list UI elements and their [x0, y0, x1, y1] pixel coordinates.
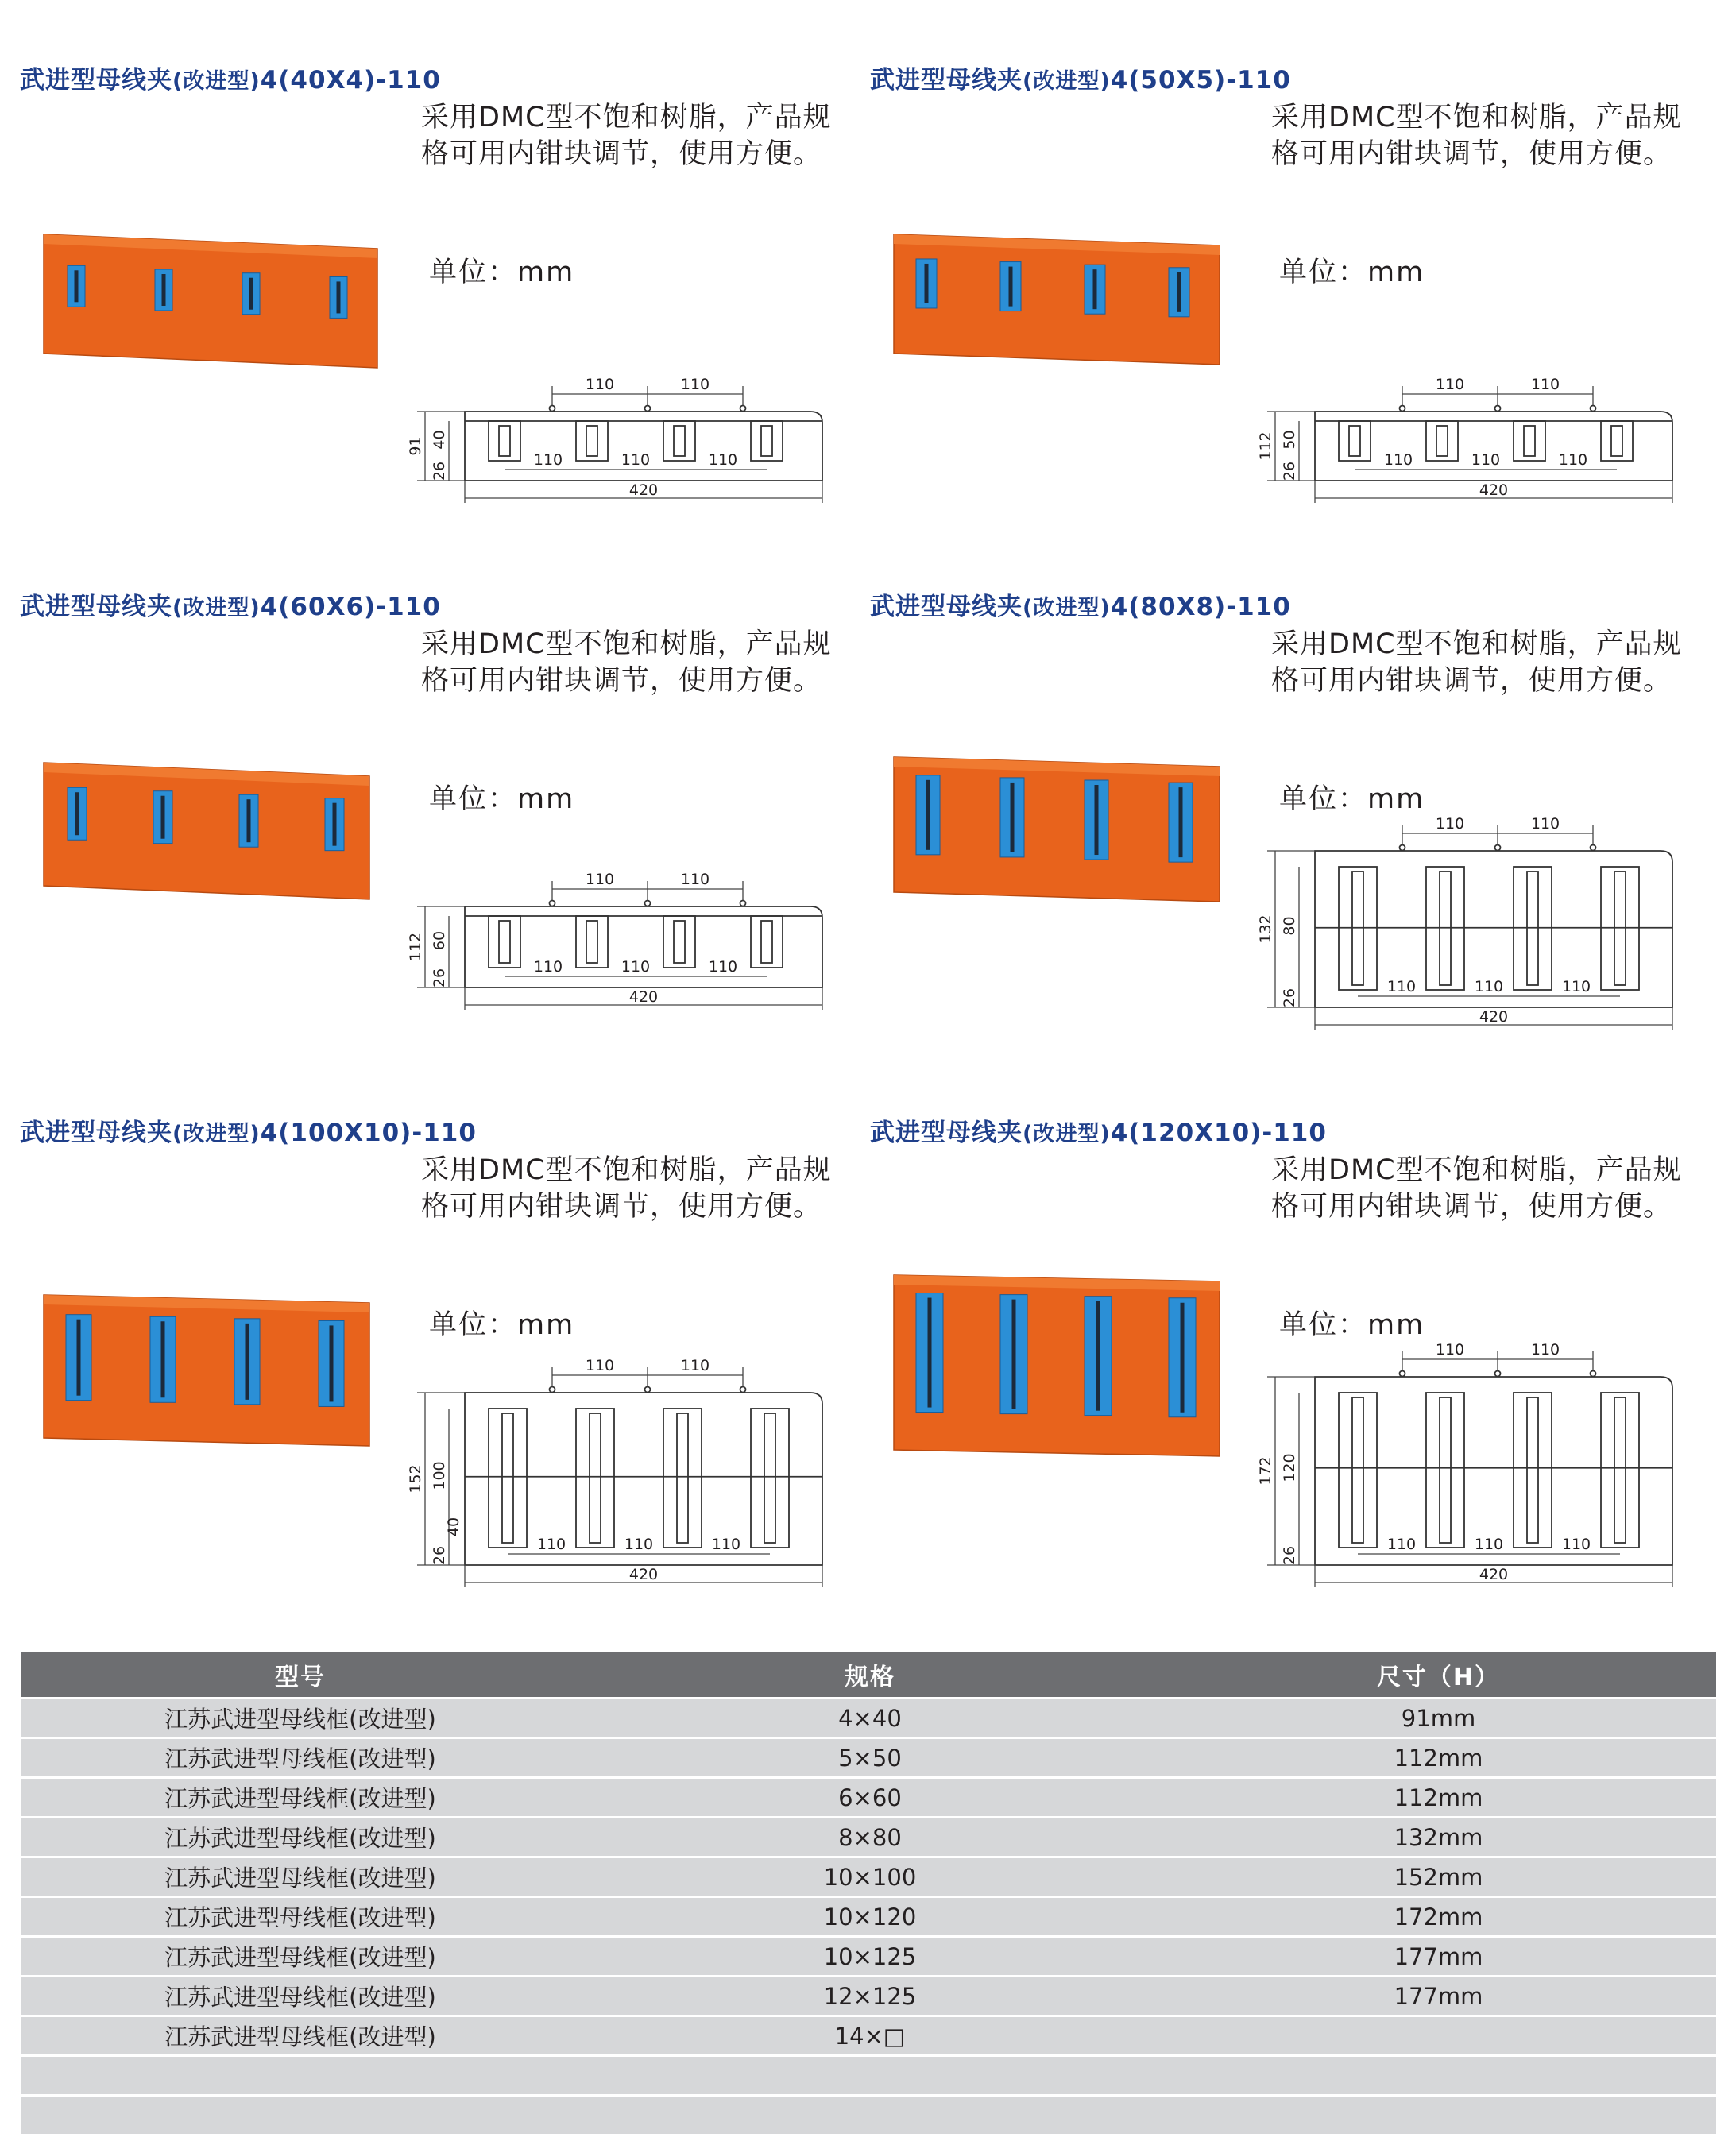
busbar-slot	[247, 799, 251, 842]
table-row	[21, 2056, 1716, 2096]
insert-outline	[663, 421, 695, 461]
pitch-label: 110	[680, 1357, 710, 1374]
slot-height-label: 40	[431, 430, 448, 450]
mounting-hole	[1495, 845, 1501, 851]
busbar-slot	[77, 1320, 81, 1396]
table-row	[21, 1897, 1716, 1937]
pitch-label: 110	[1558, 451, 1588, 469]
pitch-label: 110	[1471, 451, 1501, 469]
busbar-slot	[761, 426, 772, 456]
height-label: 112	[1257, 431, 1274, 461]
product-photo	[44, 234, 385, 379]
pitch-label: 110	[708, 451, 738, 469]
product-title: 武进型母线夹(改进型)4(100X10)-110	[20, 1119, 477, 1147]
busbar-slot	[1095, 785, 1099, 855]
cell-size: 112mm	[1161, 1778, 1716, 1818]
cell-size	[1161, 2056, 1716, 2096]
slot-height-label: 50	[1281, 430, 1298, 450]
busbar-slot	[1524, 426, 1535, 456]
cell-size	[1161, 2096, 1716, 2135]
busbar-slot	[502, 1413, 513, 1543]
slot-height-label: 120	[1281, 1453, 1298, 1482]
busbar-slot	[925, 264, 929, 303]
cell-spec	[579, 2096, 1161, 2135]
mounting-hole	[550, 406, 555, 412]
cell-model: 江苏武进型母线框(改进型)	[21, 1818, 579, 1857]
pitch-label: 110	[621, 958, 651, 976]
unit-label: 单位：mm	[1279, 257, 1425, 288]
product-description: 采用DMC型不饱和树脂，产品规 格可用内钳块调节，使用方便。	[1271, 628, 1682, 697]
cell-model	[21, 2096, 579, 2135]
cell-size: 152mm	[1161, 1857, 1716, 1897]
length-label: 420	[628, 1566, 659, 1583]
product-5	[20, 1112, 862, 1621]
busbar-slot	[75, 792, 79, 835]
product-photo	[894, 757, 1228, 913]
dimension-drawing	[407, 1357, 854, 1616]
busbar-slot	[677, 1413, 688, 1543]
cell-spec: 10×120	[579, 1897, 1161, 1937]
header-model: 型号	[21, 1652, 579, 1699]
pitch-label: 110	[533, 958, 563, 976]
unit-label: 单位：mm	[429, 1309, 575, 1341]
busbar-slot	[590, 1413, 601, 1543]
height-label: 91	[407, 436, 424, 456]
busbar-slot	[761, 921, 772, 963]
pitch-label: 110	[1530, 1341, 1560, 1358]
busbar-slot	[1011, 783, 1015, 852]
pitch-label: 110	[1474, 978, 1504, 995]
product-title: 武进型母线夹(改进型)4(40X4)-110	[20, 66, 441, 95]
busbar-slot	[1614, 1397, 1626, 1543]
busbar-slot	[1611, 426, 1622, 456]
pitch-label: 110	[533, 451, 563, 469]
table-row	[21, 1977, 1716, 2016]
cell-spec: 5×50	[579, 1738, 1161, 1778]
insert-outline	[576, 421, 608, 461]
table-row	[21, 1738, 1716, 1778]
cell-size	[1161, 2016, 1716, 2056]
mounting-hole	[1591, 845, 1596, 851]
length-label: 420	[1479, 481, 1509, 499]
mounting-hole	[1400, 406, 1405, 412]
busbar-slot	[926, 780, 930, 850]
height-label: 132	[1257, 914, 1274, 944]
pitch-label: 110	[585, 1357, 615, 1374]
product-description: 采用DMC型不饱和树脂，产品规 格可用内钳块调节，使用方便。	[1271, 102, 1682, 170]
table-row	[21, 1778, 1716, 1818]
cell-spec: 4×40	[579, 1699, 1161, 1738]
cell-spec: 12×125	[579, 1977, 1161, 2016]
insert-outline	[576, 916, 608, 968]
mounting-hole	[645, 406, 651, 412]
unit-label: 单位：mm	[429, 257, 575, 288]
busbar-slot	[1012, 1300, 1016, 1409]
product-photo	[894, 234, 1228, 376]
mounting-hole	[740, 901, 746, 906]
busbar-slot	[499, 921, 510, 963]
header-spec: 规格	[579, 1652, 1161, 1699]
busbar-slot	[1009, 267, 1013, 307]
busbar-slot	[1096, 1301, 1100, 1411]
busbar-slot	[162, 274, 166, 306]
product-title: 武进型母线夹(改进型)4(50X5)-110	[870, 66, 1291, 95]
product-title: 武进型母线夹(改进型)4(120X10)-110	[870, 1119, 1327, 1147]
insert-outline	[1514, 421, 1545, 461]
pitch-label: 110	[621, 451, 651, 469]
dimension-drawing	[1257, 376, 1704, 531]
busbar-slot	[1349, 426, 1360, 456]
height-label: 172	[1257, 1456, 1274, 1486]
mounting-hole	[1400, 845, 1405, 851]
busbar-slot	[764, 1413, 775, 1543]
table-row	[21, 1818, 1716, 1857]
pitch-label: 110	[708, 958, 738, 976]
length-label: 420	[628, 481, 659, 499]
mounting-hole	[550, 1387, 555, 1393]
pitch-label: 110	[1435, 815, 1465, 833]
product-4	[870, 586, 1712, 1095]
insert-outline	[576, 1409, 614, 1548]
pitch-label: 110	[1435, 376, 1465, 393]
cell-spec: 10×100	[579, 1857, 1161, 1897]
insert-outline	[751, 916, 783, 968]
product-6	[870, 1112, 1712, 1621]
busbar-slot	[1352, 1397, 1363, 1543]
cell-model: 江苏武进型母线框(改进型)	[21, 1897, 579, 1937]
length-label: 420	[628, 988, 659, 1006]
busbar-slot	[1181, 1303, 1185, 1413]
pitch-label: 110	[536, 1536, 566, 1553]
slot-height-label: 80	[1281, 916, 1298, 936]
product-photo	[44, 1295, 377, 1457]
slot-height-label: 100	[431, 1461, 448, 1490]
cell-size: 172mm	[1161, 1897, 1716, 1937]
pitch-label: 110	[585, 871, 615, 888]
insert-outline	[1601, 421, 1633, 461]
cell-model: 江苏武进型母线框(改进型)	[21, 1778, 579, 1818]
base-label: 26	[431, 968, 448, 988]
insert-outline	[489, 421, 520, 461]
header-size: 尺寸（H）	[1161, 1652, 1716, 1699]
busbar-slot	[333, 803, 337, 846]
pitch-label: 110	[1474, 1536, 1504, 1553]
insert-outline	[751, 1409, 789, 1548]
cell-model: 江苏武进型母线框(改进型)	[21, 1977, 579, 2016]
busbar-slot	[75, 270, 79, 302]
base-label: 26	[1281, 987, 1298, 1008]
insert-outline	[489, 1409, 527, 1548]
insert-outline	[1426, 421, 1458, 461]
cell-spec: 8×80	[579, 1818, 1161, 1857]
pitch-label: 110	[585, 376, 615, 393]
dimension-drawing	[407, 376, 854, 531]
slot-height-label: 60	[431, 930, 448, 951]
cell-spec: 10×125	[579, 1937, 1161, 1977]
busbar-slot	[586, 921, 597, 963]
mounting-hole	[1495, 406, 1501, 412]
insert-outline	[663, 1409, 702, 1548]
product-description: 采用DMC型不饱和树脂，产品规 格可用内钳块调节，使用方便。	[421, 102, 832, 170]
pitch-label: 110	[1530, 376, 1560, 393]
cell-model: 江苏武进型母线框(改进型)	[21, 1699, 579, 1738]
slot-height2-label: 40	[445, 1517, 462, 1537]
cell-size: 132mm	[1161, 1818, 1716, 1857]
unit-label: 单位：mm	[429, 783, 575, 815]
table-row	[21, 1857, 1716, 1897]
product-title: 武进型母线夹(改进型)4(60X6)-110	[20, 593, 441, 621]
pitch-label: 110	[1561, 978, 1591, 995]
base-label: 26	[431, 1545, 448, 1566]
pitch-label: 110	[1561, 1536, 1591, 1553]
cell-size: 177mm	[1161, 1977, 1716, 2016]
insert-outline	[1514, 1393, 1552, 1548]
mounting-hole	[740, 1387, 746, 1393]
cell-size: 112mm	[1161, 1738, 1716, 1778]
mounting-hole	[550, 901, 555, 906]
pitch-label: 110	[1435, 1341, 1465, 1358]
busbar-slot	[1527, 1397, 1538, 1543]
insert-outline	[663, 916, 695, 968]
busbar-slot	[499, 426, 510, 456]
cell-model: 江苏武进型母线框(改进型)	[21, 1937, 579, 1977]
product-3	[20, 586, 862, 1095]
table-row	[21, 1699, 1716, 1738]
insert-outline	[1601, 1393, 1639, 1548]
table-row	[21, 2096, 1716, 2135]
unit-label: 单位：mm	[1279, 783, 1425, 815]
cell-model: 江苏武进型母线框(改进型)	[21, 1857, 579, 1897]
product-title: 武进型母线夹(改进型)4(80X8)-110	[870, 593, 1291, 621]
product-description: 采用DMC型不饱和树脂，产品规 格可用内钳块调节，使用方便。	[1271, 1154, 1682, 1223]
product-description: 采用DMC型不饱和树脂，产品规 格可用内钳块调节，使用方便。	[421, 1154, 832, 1223]
product-photo	[44, 763, 377, 910]
spec-table	[21, 1652, 1716, 2134]
busbar-slot	[674, 921, 685, 963]
busbar-slot	[928, 1298, 932, 1408]
pitch-label: 110	[680, 376, 710, 393]
busbar-slot	[330, 1325, 334, 1401]
insert-outline	[1339, 1393, 1377, 1548]
product-description: 采用DMC型不饱和树脂，产品规 格可用内钳块调节，使用方便。	[421, 628, 832, 697]
table-row	[21, 2016, 1716, 2056]
cell-size: 91mm	[1161, 1699, 1716, 1738]
busbar-slot	[161, 1321, 165, 1397]
length-label: 420	[1479, 1566, 1509, 1583]
busbar-slot	[586, 426, 597, 456]
busbar-slot	[246, 1324, 249, 1400]
product-2	[870, 60, 1712, 568]
cell-spec	[579, 2056, 1161, 2096]
mounting-hole	[1591, 1371, 1596, 1377]
unit-label: 单位：mm	[1279, 1309, 1425, 1341]
pitch-label: 110	[624, 1536, 654, 1553]
busbar-slot	[1177, 272, 1181, 312]
cell-model: 江苏武进型母线框(改进型)	[21, 2016, 579, 2056]
busbar-slot	[161, 796, 165, 839]
base-label: 26	[1281, 461, 1298, 481]
cell-model	[21, 2056, 579, 2096]
busbar-slot	[1440, 1397, 1451, 1543]
busbar-slot	[674, 426, 685, 456]
insert-outline	[489, 916, 520, 968]
busbar-slot	[1093, 269, 1097, 309]
busbar-slot	[249, 278, 253, 310]
product-1	[20, 60, 862, 568]
height-label: 152	[407, 1464, 424, 1494]
length-label: 420	[1479, 1008, 1509, 1026]
table-header-row	[21, 1652, 1716, 1699]
pitch-label: 110	[1386, 978, 1417, 995]
base-label: 26	[1281, 1545, 1298, 1566]
table-row	[21, 1937, 1716, 1977]
busbar-slot	[337, 281, 341, 313]
mounting-hole	[1591, 406, 1596, 412]
busbar-slot	[1436, 426, 1448, 456]
insert-outline	[751, 421, 783, 461]
cell-size: 177mm	[1161, 1937, 1716, 1977]
mounting-hole	[1400, 1371, 1405, 1377]
cell-spec: 14×□	[579, 2016, 1161, 2056]
insert-outline	[1339, 421, 1371, 461]
height-label: 112	[407, 932, 424, 962]
busbar-slot	[1179, 787, 1183, 857]
product-photo	[894, 1275, 1228, 1467]
cell-model: 江苏武进型母线框(改进型)	[21, 1738, 579, 1778]
pitch-label: 110	[680, 871, 710, 888]
mounting-hole	[740, 406, 746, 412]
pitch-label: 110	[1386, 1536, 1417, 1553]
dimension-drawing	[1257, 1341, 1704, 1616]
base-label: 26	[431, 461, 448, 481]
mounting-hole	[1495, 1371, 1501, 1377]
clamp-outline	[1315, 412, 1672, 481]
mounting-hole	[645, 901, 651, 906]
insert-outline	[1426, 1393, 1464, 1548]
pitch-label: 110	[1383, 451, 1413, 469]
pitch-label: 110	[1530, 815, 1560, 833]
clamp-outline	[465, 412, 822, 481]
mounting-hole	[645, 1387, 651, 1393]
cell-spec: 6×60	[579, 1778, 1161, 1818]
dimension-drawing	[1257, 815, 1704, 1058]
pitch-label: 110	[711, 1536, 741, 1553]
dimension-drawing	[407, 871, 854, 1038]
